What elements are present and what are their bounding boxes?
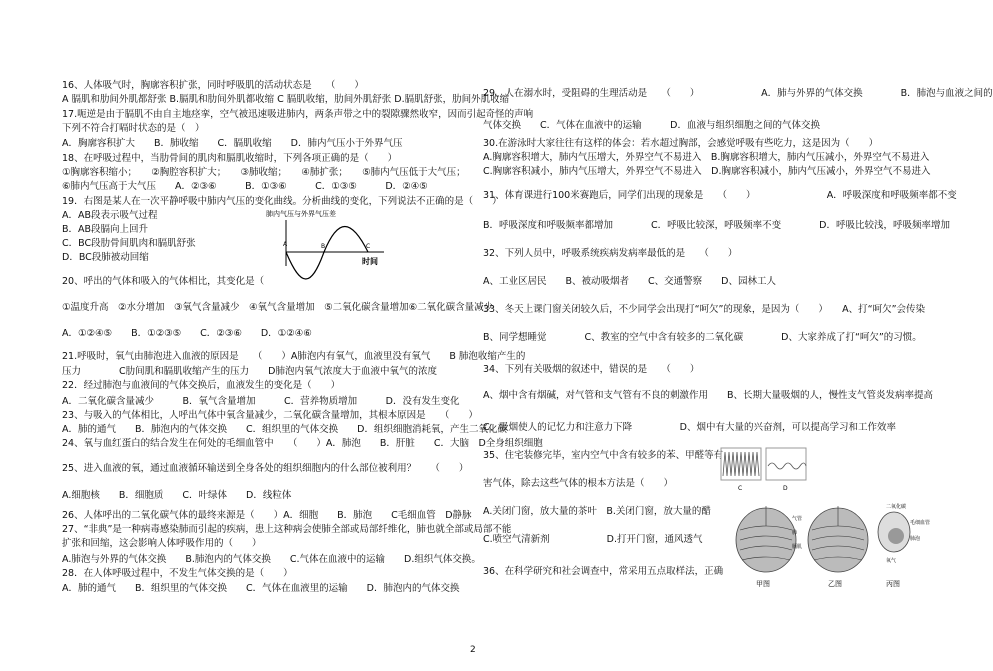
label-yi: 乙图: [828, 580, 842, 588]
left-line-5: A．胸廓容积扩大 B．肺收缩 C．膈肌收缩 D．肺内气压小于外界气压: [62, 138, 403, 149]
label-alveolus: 肺泡: [910, 536, 921, 542]
pressure-curve-figure: [266, 208, 386, 268]
left-line-31: A．肺的通气 B．组织里的气体交换 C．气体在血液里的运输 D．肺泡内的气体交换: [62, 583, 460, 594]
right-line-17: A.关闭门窗，放大量的茶叶 B.关闭门窗，放大量的醋: [483, 506, 711, 517]
fig19-pt-c: C: [366, 243, 371, 250]
left-line-19: 22．经过肺泡与血液间的气体交换后，血液发生的变化是（ ）: [62, 380, 341, 391]
label-lung: 肺: [792, 530, 798, 536]
right-line-7: B．呼吸深度和呼吸频率都增加 C．呼吸比较深，呼吸频率不变 D．呼吸比较浅，呼吸频率增加: [483, 220, 950, 231]
left-line-8: ⑥肺内气压高于大气压 A．②③⑥ B．①③⑥ C．①③⑤ D．②④⑤: [62, 181, 428, 192]
waveform-figure: [720, 444, 810, 492]
left-line-6: 18、在呼吸过程中，当肋骨间的肌肉和膈肌收缩时，下列各项正确的是（ ）: [62, 153, 398, 164]
left-line-22: A．肺的通气 B．肺泡内的气体交换 C．组织里的气体交换 D．组织细胞消耗氧，产生二氧化碳: [62, 424, 507, 435]
fig19-pt-a: A: [283, 241, 288, 248]
left-line-17: 21.呼吸时，氧气由肺泡进入血液的原因是 （ ）A肺泡内有氧气，血液里没有氧气 B 肺泡收缩产生的: [62, 351, 526, 362]
left-line-15: ①温度升高 ②水分增加 ③氧气含量减少 ④氧气含量增加 ⑤二氧化碳含量增加⑥二氧化碳含量减少: [62, 302, 494, 313]
label-co2: 二氧化碳: [886, 504, 907, 510]
label-trachea: 气管: [792, 516, 803, 522]
fig19-pt-b: B: [321, 243, 326, 250]
right-line-13: A、烟中含有烟碱，对气管和支气管有不良的刺激作用 B、长期大量吸烟的人，慢性支气管炎发病率提高: [483, 390, 934, 401]
right-line-18: C.喷空气清新剂 D.打开门窗，通风透气: [483, 534, 703, 545]
left-line-12: C．BC段肋骨间肌肉和膈肌舒张: [62, 238, 196, 249]
fig35-c: C: [738, 485, 743, 492]
left-line-20: A．二氧化碳含量减少 B．氧气含量增加 C．营养物质增加 D．没有发生变化: [62, 396, 460, 407]
right-line-4: A.胸廓容积增大，肺内气压增大，外界空气不易进入 B.胸廓容积增大，肺内气压减小，外界空气不易进入: [483, 152, 930, 163]
left-line-13: D．BC段肺被动回缩: [62, 252, 149, 263]
left-line-18: 压力 C肋间肌和膈肌收缩产生的压力 D肺泡内氧气浓度大于血液中氧气的浓度: [62, 366, 437, 377]
left-line-11: B．AB段膈向上回升: [62, 224, 149, 235]
right-line-5: C.胸廓容积减小，肺内气压增大，外界空气不易进入 D.胸廓容积减小，肺内气压减小，外界空气不易进入: [483, 166, 931, 177]
left-line-24: 25、进入血液的氧，通过血液循环输送到全身各处的组织细胞内的什么部位被利用？ （ ）: [62, 463, 469, 474]
right-line-9: A、工业区居民 B、被动吸烟者 C、交通警察 D、园林工人: [483, 276, 776, 287]
left-line-10: A．AB段表示吸气过程: [62, 210, 158, 221]
right-line-15: 35、住宅装修完毕，室内空气中含有较多的苯、甲醛等有: [483, 450, 724, 461]
left-line-27: 27、“非典”是一种病毒感染肺而引起的疾病，患上这种病会使肺全部或局部纤维化，肺也就全部或局部不能: [62, 524, 512, 535]
right-line-16: 害气体，除去这些气体的根本方法是（ ）: [483, 478, 674, 489]
left-line-3: 17.呃逆是由于膈肌不由自主地痉挛，空气被迅速吸进肺内，两条声带之中的裂隙骤然收窄，因而引起奇怪的声响: [62, 109, 534, 120]
right-line-10: 33、冬天上课门窗关闭较久后，不少同学会出现打“呵欠”的现象，是因为（ ） A、打“呵欠”会传染: [483, 304, 926, 315]
fig19-xlabel: 时间: [362, 257, 378, 266]
left-line-21: 23、与吸入的气体相比，人呼出气体中氧含量减少，二氧化碳含量增加，其根本原因是 （ ）: [62, 410, 478, 421]
left-line-14: 20、呼出的气体和吸入的气体相比，其变化是（: [62, 276, 265, 287]
right-line-12: 34、下列有关吸烟的叙述中，错误的是 （ ）: [483, 364, 700, 375]
right-line-14: C、吸烟使人的记忆力和注意力下降 D、烟中有大量的兴奋剂，可以提高学习和工作效率: [483, 422, 896, 433]
fig19-title: 肺内气压与外界气压差: [266, 210, 336, 218]
left-line-26: 26、人体呼出的二氧化碳气体的最终来源是（ ）A．细胞 B．肺泡 C毛细血管 D静脉: [62, 510, 472, 521]
right-line-19: 36、在科学研究和社会调查中，常采用五点取样法，正确: [483, 566, 724, 577]
left-line-29: A.肺泡与外界的气体交换 B.肺泡内的气体交换 C.气体在血液中的运输 D.组织气体交换。: [62, 554, 481, 565]
left-line-16: A．①②④⑤ B．①②③⑤ C．②③⑥ D．①②④⑥: [62, 328, 312, 339]
fig35-d: D: [783, 485, 788, 492]
label-diaphragm: 膈肌: [792, 544, 803, 550]
right-line-2: 气体交换 C．气体在血液中的运输 D．血液与组织细胞之间的气体交换: [483, 120, 820, 131]
right-line-6: 31、体育课进行100米赛跑后，同学们出现的现象是 （ ） A．呼吸深度和呼吸频率都不变: [483, 190, 957, 201]
page-number: 2: [470, 645, 476, 655]
left-line-28: 扩张和回缩，这会影响人体呼吸作用的（ ）: [62, 538, 262, 549]
label-bing: 丙图: [886, 580, 900, 588]
right-line-1: 29、人在溺水时，受阻碍的生理活动是 （ ） A．肺与外界的气体交换 B．肺泡与血液之间的: [483, 88, 993, 99]
left-line-30: 28．在人体呼吸过程中，不发生气体交换的是（ ）: [62, 568, 293, 579]
right-line-3: 30.在游泳时大家往往有这样的体会：若水超过胸部，会感觉呼吸有些吃力，这是因为（ ）: [483, 138, 879, 149]
right-line-8: 32、下列人员中，呼吸系统疾病发病率最低的是 （ ）: [483, 248, 738, 259]
left-line-23: 24、氧与血红蛋白的结合发生在何处的毛细血管中 （ ）A．肺泡 B．肝脏 C．大脑 D全身组织细胞: [62, 438, 543, 449]
left-line-25: A.细胞核 B．细胞质 C．叶绿体 D．线粒体: [62, 490, 292, 501]
label-oxygen: 氧气: [886, 558, 897, 564]
left-line-4: 下列不符合打嗝时状态的是（ ）: [62, 123, 205, 134]
label-jia: 甲图: [756, 580, 770, 588]
left-line-7: ①胸廓容积缩小； ②胸腔容积扩大； ③肺收缩； ④肺扩张； ⑤肺内气压低于大气压；: [62, 167, 466, 178]
left-line-2: A 膈肌和肋间外肌都舒张 B.膈肌和肋间外肌都收缩 C 膈肌收缩，肋间外肌舒张 D.膈肌舒张，肋间外肌收缩: [62, 94, 510, 105]
lungs-figure: [726, 500, 931, 590]
right-line-11: B、同学想睡觉 C、教室的空气中含有较多的二氧化碳 D、大家养成了打“呵欠”的习惯。: [483, 332, 922, 343]
left-line-1: 16、人体吸气时，胸廓容积扩张，同时呼吸肌的活动状态是 （ ）: [62, 80, 364, 91]
label-capillary: 毛细血管: [910, 520, 931, 526]
left-line-9: 19．右图是某人在一次平静呼吸中肺内气压的变化曲线。分析曲线的变化，下列说法不正确的是（ ）: [62, 196, 502, 207]
